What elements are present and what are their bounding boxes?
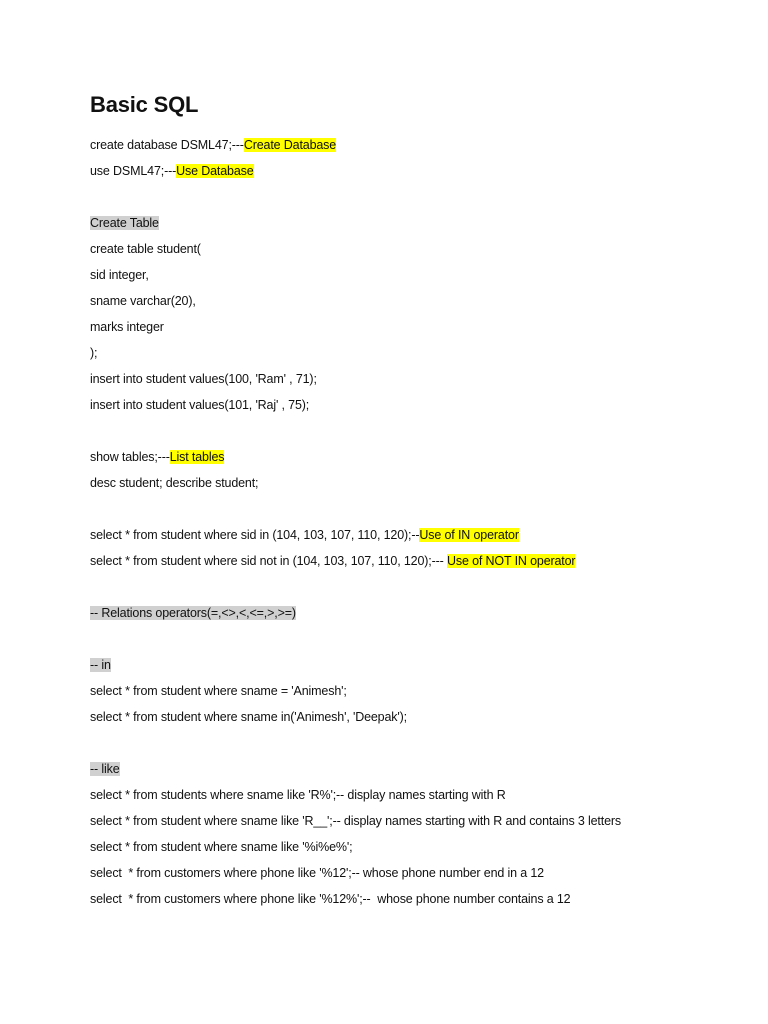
section-heading-text: -- Relations operators(=,<>,<,<=,>,>=): [90, 606, 296, 620]
code-text: use DSML47;---: [90, 164, 177, 178]
highlight-note: Use Database: [176, 164, 254, 178]
text-line: [90, 449, 224, 465]
text-line: [90, 813, 621, 829]
code-text: select * from student where sname in('Animesh', 'Deepak');: [90, 710, 407, 724]
code-text: select * from student where sid in (104, 103, 107, 110, 120);--: [90, 528, 420, 542]
code-text: select * from student where sid not in (104, 103, 107, 110, 120);---: [90, 554, 447, 568]
code-text: select * from customers where phone like '%12';-- whose phone number end in a 12: [90, 866, 544, 880]
text-line: [90, 293, 196, 309]
section-heading-text: Create Table: [90, 216, 159, 230]
text-line: [90, 163, 254, 179]
highlight-note: Use of IN operator: [419, 528, 519, 542]
code-text: marks integer: [90, 320, 164, 334]
text-line: [90, 319, 164, 335]
section-heading: [90, 761, 120, 777]
code-text: insert into student values(100, 'Ram' , 71);: [90, 372, 317, 386]
highlight-note: Create Database: [243, 138, 337, 152]
highlight-note: Use of NOT IN operator: [446, 554, 576, 568]
code-text: create database DSML47;---: [90, 138, 244, 152]
text-line: [90, 267, 149, 283]
text-line: [90, 553, 575, 569]
code-text: select * from students where sname like 'R%';-- display names starting with R: [90, 788, 506, 802]
code-text: sid integer,: [90, 268, 149, 282]
code-text: insert into student values(101, 'Raj' , 75);: [90, 398, 310, 412]
text-line: [90, 527, 519, 543]
text-line: [90, 475, 258, 491]
section-heading: [90, 215, 159, 231]
code-text: show tables;---: [90, 450, 170, 464]
section-heading: [90, 605, 296, 621]
text-line: [90, 891, 570, 907]
document-title: Basic SQL: [90, 92, 199, 117]
text-line: [90, 683, 347, 699]
section-heading: [90, 657, 111, 673]
code-text: select * from student where sname like 'R__';-- display names starting with R and contains 3 letters: [90, 814, 621, 828]
code-text: select * from student where sname = 'Animesh';: [90, 684, 347, 698]
code-text: desc student; describe student;: [90, 476, 259, 490]
text-line: [90, 137, 336, 153]
text-line: [90, 241, 201, 257]
text-line: [90, 839, 352, 855]
text-line: [90, 865, 544, 881]
text-line: [90, 709, 407, 725]
section-heading-text: -- in: [90, 658, 111, 672]
text-line: [90, 371, 317, 387]
code-text: select * from student where sname like '%i%e%';: [90, 840, 353, 854]
section-heading-text: -- like: [90, 762, 120, 776]
code-text: select * from customers where phone like '%12%';-- whose phone number contains a 12: [90, 892, 571, 906]
text-line: [90, 787, 506, 803]
text-line: [90, 345, 97, 361]
code-text: sname varchar(20),: [90, 294, 196, 308]
text-line: [90, 397, 309, 413]
code-text: create table student(: [90, 242, 201, 256]
highlight-note: List tables: [169, 450, 225, 464]
code-text: );: [90, 346, 98, 360]
